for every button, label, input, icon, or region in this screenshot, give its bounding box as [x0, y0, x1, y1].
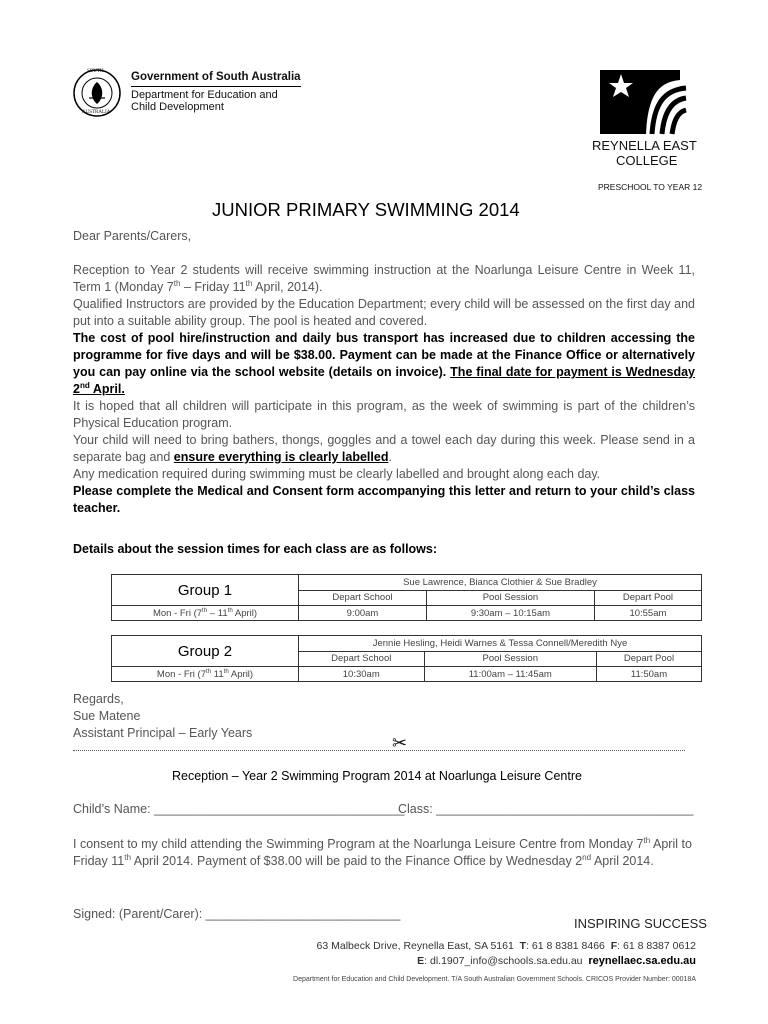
child-name-field[interactable]: Child’s Name: ____________________________________ [73, 802, 405, 816]
signoff-role: Assistant Principal – Early Years [73, 726, 253, 740]
regards: Regards, [73, 692, 124, 706]
group-teachers: Sue Lawrence, Bianca Clothier & Sue Bradley [299, 575, 702, 591]
column-header: Depart School [299, 651, 425, 667]
signature-field[interactable]: Signed: (Parent/Carer): ____________________________ [73, 907, 401, 921]
footer-motto: INSPIRING SUCCESS [574, 916, 707, 931]
paragraph-5: Your child will need to bring bathers, thongs, goggles and a towel each day during this week. Please send in a separate bag and ensure everything is clearly labelled. [73, 433, 695, 464]
group-dates: Mon - Fri (7th – 11th April) [112, 606, 299, 621]
footer-web: E: dl.1907_info@schools.sa.edu.au reynellaec.sa.edu.au [417, 955, 696, 967]
details-heading: Details about the session times for each class are as follows: [73, 542, 438, 556]
title-rule [131, 86, 301, 87]
paragraph-6: Any medication required during swimming must be clearly labelled and brought along each day. [73, 467, 601, 481]
department-line-2: Child Development [131, 101, 224, 113]
footer-email[interactable]: : dl.1907_info@schools.sa.edu.au [424, 955, 583, 967]
column-header: Depart Pool [597, 651, 702, 667]
class-field[interactable]: Class: _____________________________________ [398, 802, 694, 816]
paragraph-7: Please complete the Medical and Consent form accompanying this letter and return to your child’s class teacher. [73, 484, 695, 515]
school-logo [598, 68, 688, 136]
pool-session-time: 9:30am – 10:15am [427, 606, 595, 621]
column-header: Pool Session [427, 590, 595, 606]
consent-text: I consent to my child attending the Swimming Program at the Noarlunga Leisure Centre from Monday 7th April to Friday 11th April 2014. Payment of $38.00 will be paid to the Finance Office by Wednesday 2nd April 2014. [73, 835, 692, 868]
paragraph-3-cost: The cost of pool hire/instruction and daily bus transport has increased due to children accessing the programme for five days and will be $38.00. Payment can be made at the Finance Office or alternatively you can pay online via the school website (details on invoice). The final date for payment is Wednesday 2nd April. [73, 331, 696, 396]
salutation: Dear Parents/Carers, [73, 229, 192, 243]
paragraph-2: Qualified Instructors are provided by the Education Department; every child will be assessed on the first day and put into a suitable ability group. The pool is heated and covered. [73, 297, 695, 328]
column-header: Depart Pool [594, 590, 701, 606]
pool-session-time: 11:00am – 11:45am [424, 667, 596, 682]
column-header: Pool Session [424, 651, 596, 667]
paragraph-4: It is hoped that all children will participate in this program, as the week of swimming is part of the children’s Physical Education program. [73, 399, 695, 430]
group-dates: Mon - Fri (7th 11th April) [112, 667, 299, 682]
depart-school-time: 10:30am [299, 667, 425, 682]
group-name: Group 1 [112, 575, 299, 606]
school-name-line-2: COLLEGE [616, 153, 678, 168]
signoff-name: Sue Matene [73, 709, 141, 723]
footer-legal: Department for Education and Child Development. T/A South Australian Government Schools. CRICOS Provider Number: 00018A [293, 976, 696, 983]
group-1-table [111, 574, 702, 621]
footer-phone: : 61 8 8381 8466 [526, 940, 605, 952]
footer-website[interactable]: reynellaec.sa.edu.au [588, 955, 696, 967]
depart-pool-time: 11:50am [597, 667, 702, 682]
school-name-line-1: REYNELLA EAST [592, 138, 697, 153]
school-range: PRESCHOOL TO YEAR 12 [598, 182, 703, 192]
letter-body [73, 262, 695, 517]
seal-text-top: SOUTH [87, 69, 104, 74]
page-title: JUNIOR PRIMARY SWIMMING 2014 [212, 199, 520, 220]
footer-address: 63 Malbeck Drive, Reynella East, SA 5161 [316, 940, 514, 952]
group-2-table [111, 635, 702, 682]
cut-line [73, 750, 685, 751]
group-name: Group 2 [112, 636, 299, 667]
group-teachers: Jennie Hesling, Heidi Warnes & Tessa Connell/Meredith Nye [299, 636, 702, 652]
seal-text-bottom: AUSTRALIA [82, 110, 111, 115]
column-header: Depart School [299, 590, 427, 606]
depart-school-time: 9:00am [299, 606, 427, 621]
footer-fax: : 61 8 8387 0612 [617, 940, 696, 952]
government-title: Government of South Australia [131, 71, 301, 83]
scissors-icon: ✂ [392, 733, 408, 754]
depart-pool-time: 10:55am [594, 606, 701, 621]
department-line-1: Department for Education and [131, 89, 278, 101]
government-crest-logo [72, 68, 122, 118]
footer-contact: 63 Malbeck Drive, Reynella East, SA 5161 T: 61 8 8381 8466 F: 61 8 8387 0612 [316, 940, 696, 952]
paragraph-1: Reception to Year 2 students will receive swimming instruction at the Noarlunga Leisure Centre in Week 11, Term 1 (Monday 7th – Friday 11th April, 2014). [73, 263, 695, 294]
slip-heading: Reception – Year 2 Swimming Program 2014 at Noarlunga Leisure Centre [172, 769, 582, 783]
